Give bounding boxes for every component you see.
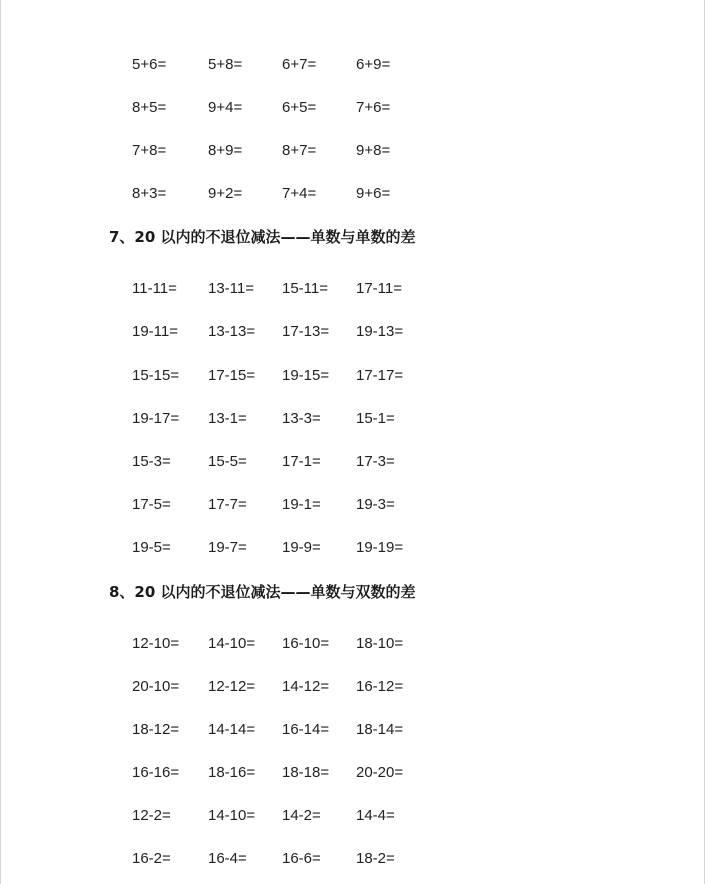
exercise-item: 14-4=	[356, 807, 395, 824]
exercise-item: 9+8=	[356, 142, 391, 159]
exercise-item: 5+8=	[208, 56, 243, 73]
exercise-item: 19-15=	[282, 367, 330, 384]
exercise-row	[132, 538, 452, 558]
exercise-item: 13-13=	[208, 323, 256, 340]
section-8-heading: 8、20 以内的不退位减法——单数与双数的差	[109, 583, 416, 601]
exercise-item: 14-10=	[208, 807, 256, 824]
exercise-item: 19-17=	[132, 410, 180, 427]
exercise-item: 14-14=	[208, 721, 256, 738]
exercise-item: 13-1=	[208, 410, 247, 427]
exercise-row	[132, 55, 452, 75]
exercise-item: 19-9=	[282, 539, 321, 556]
exercise-item: 6+7=	[282, 56, 317, 73]
exercise-item: 9+4=	[208, 99, 243, 116]
exercise-item: 9+2=	[208, 185, 243, 202]
exercise-row	[132, 763, 452, 783]
exercise-row	[132, 366, 452, 386]
exercise-row	[132, 279, 452, 299]
exercise-item: 17-7=	[208, 496, 247, 513]
exercise-item: 7+6=	[356, 99, 391, 116]
exercise-item: 19-13=	[356, 323, 404, 340]
exercise-item: 16-2=	[132, 850, 171, 867]
exercise-item: 14-10=	[208, 635, 256, 652]
exercise-item: 16-10=	[282, 635, 330, 652]
exercise-item: 11-11=	[132, 280, 177, 297]
exercise-item: 13-3=	[282, 410, 321, 427]
exercise-item: 19-1=	[282, 496, 321, 513]
exercise-row	[132, 806, 452, 826]
exercise-item: 18-16=	[208, 764, 256, 781]
exercise-item: 18-14=	[356, 721, 404, 738]
exercise-item: 12-12=	[208, 678, 256, 695]
exercise-item: 18-2=	[356, 850, 395, 867]
exercise-item: 19-11=	[132, 323, 179, 340]
exercise-row	[132, 634, 452, 654]
exercise-item: 9+6=	[356, 185, 391, 202]
exercise-item: 8+3=	[132, 185, 167, 202]
exercise-item: 14-2=	[282, 807, 321, 824]
exercise-item: 7+4=	[282, 185, 317, 202]
exercise-item: 19-3=	[356, 496, 395, 513]
exercise-item: 12-10=	[132, 635, 180, 652]
exercise-item: 6+9=	[356, 56, 391, 73]
exercise-row	[132, 495, 452, 515]
exercise-item: 12-2=	[132, 807, 171, 824]
exercise-item: 14-12=	[282, 678, 330, 695]
exercise-item: 17-3=	[356, 453, 395, 470]
exercise-item: 8+9=	[208, 142, 243, 159]
exercise-item: 20-10=	[132, 678, 180, 695]
exercise-item: 15-5=	[208, 453, 247, 470]
exercise-item: 6+5=	[282, 99, 317, 116]
exercise-item: 16-14=	[282, 721, 330, 738]
exercise-item: 15-1=	[356, 410, 395, 427]
exercise-item: 20-20=	[356, 764, 404, 781]
exercise-row	[132, 849, 452, 869]
section-7-heading: 7、20 以内的不退位减法——单数与单数的差	[109, 228, 416, 246]
exercise-item: 18-12=	[132, 721, 180, 738]
exercise-row	[132, 452, 452, 472]
exercise-item: 18-10=	[356, 635, 404, 652]
exercise-item: 19-7=	[208, 539, 247, 556]
exercise-item: 17-17=	[356, 367, 404, 384]
exercise-row	[132, 409, 452, 429]
exercise-item: 17-13=	[282, 323, 330, 340]
exercise-item: 8+5=	[132, 99, 167, 116]
exercise-item: 15-11=	[282, 280, 329, 297]
exercise-row	[132, 677, 452, 697]
exercise-row	[132, 184, 452, 204]
exercise-item: 15-3=	[132, 453, 171, 470]
exercise-item: 5+6=	[132, 56, 167, 73]
exercise-item: 19-5=	[132, 539, 171, 556]
exercise-row	[132, 322, 452, 342]
exercise-item: 17-11=	[356, 280, 403, 297]
exercise-row	[132, 98, 452, 118]
exercise-item: 16-12=	[356, 678, 404, 695]
exercise-item: 19-19=	[356, 539, 404, 556]
exercise-item: 16-6=	[282, 850, 321, 867]
exercise-row	[132, 720, 452, 740]
exercise-item: 17-15=	[208, 367, 256, 384]
exercise-item: 16-16=	[132, 764, 180, 781]
exercise-item: 17-1=	[282, 453, 321, 470]
exercise-item: 17-5=	[132, 496, 171, 513]
exercise-item: 13-11=	[208, 280, 255, 297]
exercise-item: 18-18=	[282, 764, 330, 781]
exercise-item: 7+8=	[132, 142, 167, 159]
exercise-item: 15-15=	[132, 367, 180, 384]
exercise-item: 8+7=	[282, 142, 317, 159]
exercise-item: 16-4=	[208, 850, 247, 867]
exercise-row	[132, 141, 452, 161]
